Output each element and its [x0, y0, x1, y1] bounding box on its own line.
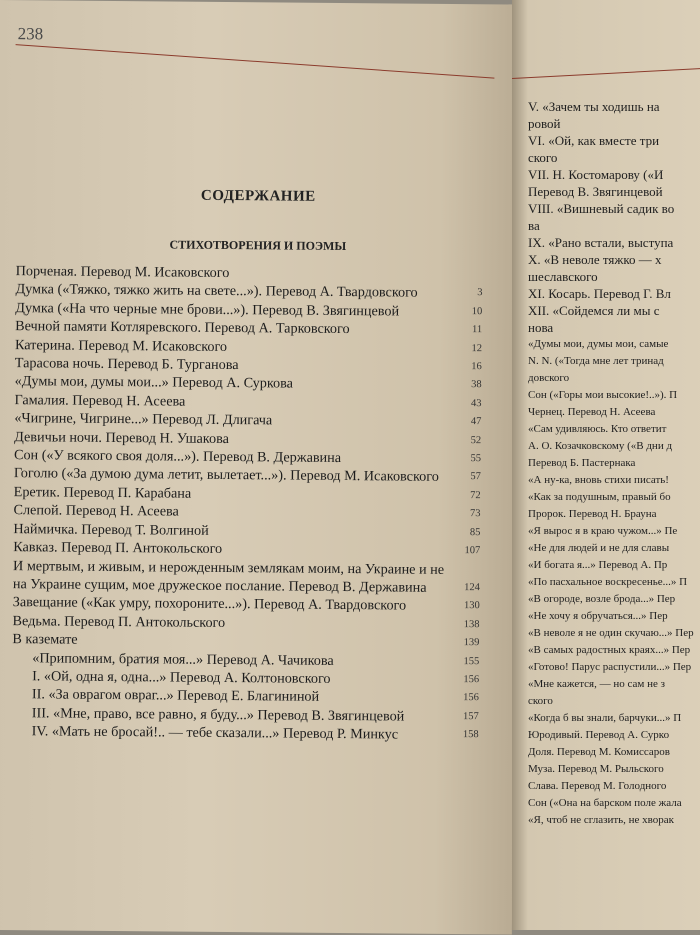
right-toc-line: N. N. («Тогда мне лет тринад — [528, 355, 664, 367]
right-toc-line: ровой — [528, 116, 561, 131]
right-toc-line: А. О. Козачковскому («В дни д — [528, 440, 673, 452]
toc-entry-page: 12 — [471, 342, 483, 354]
right-toc-line: XI. Косарь. Перевод Г. Вл — [528, 286, 671, 301]
right-toc-line: VI. «Ой, как вместе три — [528, 133, 660, 148]
right-header-rule — [512, 68, 700, 79]
right-toc-line: «Думы мои, думы мои, самые — [528, 338, 669, 350]
right-toc-line: довского — [528, 372, 570, 384]
right-toc-line: «Я вырос я в краю чужом...» Пе — [528, 525, 678, 537]
right-toc-line: нова — [528, 320, 554, 335]
toc-entry-page: 155 — [463, 655, 480, 667]
right-toc-line: ского — [528, 150, 558, 165]
toc-entry-title: Кавказ. Перевод П. Антокольского — [13, 539, 223, 558]
right-toc-line: «Мне кажется, — но сам не з — [528, 678, 665, 690]
right-toc-line: «Не для людей и не для славы — [528, 542, 670, 554]
right-toc-line: Доля. Перевод М. Комиссаров — [528, 746, 670, 758]
toc-entry-title: Девичьи ночи. Перевод Н. Ушакова — [14, 428, 230, 447]
toc-entry-page: 57 — [470, 471, 481, 483]
right-toc-line: Перевод Б. Пастернака — [528, 457, 636, 469]
toc-entry-title: «Думы мои, думы мои...» Перевод А. Суркова — [14, 373, 294, 393]
toc-entry-page: 158 — [462, 729, 479, 741]
toc-entry-page: 47 — [470, 416, 482, 428]
right-toc-line: ского — [528, 695, 553, 707]
right-toc-line: Перевод В. Звягинцевой — [528, 184, 663, 199]
toc-entry-title: Завещание («Как умру, похороните...»). Перевод А. Твардовского — [12, 594, 407, 614]
toc-entry-title: Ведьма. Перевод П. Антокольского — [12, 612, 226, 631]
toc-entry-page: 11 — [471, 324, 483, 336]
toc-entry-page: 10 — [471, 305, 483, 318]
toc-entry-title: Тарасова ночь. Перевод Б. Турганова — [14, 355, 239, 374]
toc-entry-page: 138 — [463, 618, 480, 630]
right-toc-line: IX. «Рано встали, выступа — [528, 235, 674, 250]
right-toc-line: «По пасхальное воскресенье...» П — [528, 576, 688, 588]
right-toc-line: XII. «Сойдемся ли мы с — [528, 303, 660, 318]
toc-entry-page: 157 — [462, 710, 479, 722]
right-toc-line: «И богата я...» Перевод А. Пр — [528, 559, 668, 571]
toc-entry-title: Гамалия. Перевод Н. Асеева — [14, 391, 186, 410]
right-toc-line: VII. Н. Костомарову («И — [528, 167, 664, 182]
right-toc-list — [528, 98, 700, 829]
right-toc-line: «Готово! Парус распустили...» Пер — [528, 661, 692, 673]
right-toc-line: «Как за подушным, правый бо — [528, 491, 671, 503]
toc-subtitle: СТИХОТВОРЕНИЯ И ПОЭМЫ — [169, 237, 347, 254]
toc-entry-title: Гоголю («За думою дума летит, вылетает...»). Перевод М. Исаковского — [13, 465, 439, 486]
toc-entry-title: II. «За оврагом овраг...» Перевод Е. Благининой — [31, 686, 320, 706]
toc-title: СОДЕРЖАНИЕ — [200, 187, 316, 205]
toc-entry — [12, 722, 477, 744]
right-toc-line: «Когда б вы знали, барчуки...» П — [528, 712, 682, 724]
toc-entry-page: 73 — [469, 508, 481, 520]
toc-entry-page: 130 — [463, 600, 480, 612]
toc-entry-title: Думка («Тяжко, тяжко жить на свете...»). Перевод А. Твардовского — [15, 281, 418, 302]
toc-entry-page: 43 — [470, 397, 482, 410]
toc-entry-title: III. «Мне, право, все равно, я буду...» Перевод В. Звягинцевой — [31, 705, 405, 725]
toc-entry-page: 52 — [470, 434, 482, 446]
right-toc-line: шеславского — [528, 269, 598, 284]
right-toc-line: Пророк. Перевод Н. Брауна — [528, 508, 657, 520]
toc-entry-title: Катерина. Перевод М. Исаковского — [14, 336, 228, 355]
right-toc-line: Сон («Горы мои высокие!..»). П — [528, 389, 678, 401]
toc-entry-title: Сон («У всякого своя доля...»). Перевод В. Державина — [13, 447, 342, 467]
header-rule — [16, 44, 495, 78]
right-toc-line: «Сам удивляюсь. Кто ответит — [528, 423, 667, 435]
right-toc-line: «А ну-ка, вновь стихи писать! — [528, 474, 669, 486]
right-toc-line: ва — [528, 218, 540, 233]
right-toc-line: V. «Зачем ты ходишь на — [528, 99, 660, 114]
right-toc-line: «Я, чтоб не сглазить, не хворак — [528, 814, 675, 826]
right-toc-line: Чернец. Перевод Н. Асеева — [528, 406, 656, 418]
page-number: 238 — [17, 24, 44, 44]
right-toc-line: Юродивый. Перевод А. Сурко — [528, 729, 670, 741]
right-toc-line: Муза. Перевод М. Рыльского — [528, 763, 664, 775]
toc-entry-title: Еретик. Перевод П. Карабана — [13, 484, 192, 502]
right-toc-line: «В огороде, возле брода...» Пер — [528, 593, 676, 605]
toc-entry-page: 3 — [477, 287, 483, 299]
toc-list — [12, 262, 481, 745]
toc-entry-title: Порченая. Перевод М. Исаковского — [15, 263, 230, 282]
toc-entry-page: 107 — [464, 545, 481, 557]
toc-entry-page: 85 — [469, 526, 481, 538]
toc-entry-title: Вечной памяти Котляревского. Перевод А. Тарковского — [15, 318, 350, 338]
right-toc-line: Слава. Перевод М. Голодного — [528, 780, 667, 792]
toc-entry-page: 38 — [471, 379, 482, 391]
right-toc-line: VIII. «Вишневый садик во — [528, 201, 675, 216]
toc-entry-title: Наймичка. Перевод Т. Волгиной — [13, 520, 209, 539]
toc-entry-page: 55 — [470, 453, 482, 465]
toc-entry-title: «Припомним, братия моя...» Перевод А. Чачикова — [32, 649, 334, 669]
toc-entry — [13, 557, 478, 598]
toc-entry-title: I. «Ой, одна я, одна...» Перевод А. Колтоновского — [32, 668, 331, 687]
right-page — [512, 0, 700, 930]
toc-entry-page: 156 — [463, 692, 479, 704]
right-toc-line: «В самых радостных краях...» Пер — [528, 644, 691, 656]
toc-entry-title: И мертвым, и живым, и нерожденным землякам моим, на Украине и не на Украине сущим, мое дружеское послание. Перевод В. Державина — [12, 557, 445, 596]
right-toc-line: X. «В неволе тяжко — х — [528, 252, 662, 267]
toc-entry-page: 16 — [471, 361, 482, 373]
toc-entry-page: 139 — [463, 637, 480, 649]
toc-entry-page: 156 — [463, 674, 480, 686]
toc-entry-title: Думка («На что черные мне брови...»). Перевод В. Звягинцевой — [15, 299, 400, 320]
right-toc-line: «Не хочу я обручаться...» Пер — [528, 610, 668, 622]
toc-entry-title: IV. «Мать не бросай!.. — тебе сказали...» Перевод Р. Минкус — [31, 723, 399, 743]
toc-entry-page: 124 — [464, 581, 480, 594]
right-toc-line: Сон («Она на барском поле жала — [528, 797, 682, 809]
toc-entry-title: Слепой. Перевод Н. Асеева — [13, 502, 179, 520]
toc-entry-page: 72 — [470, 489, 481, 502]
toc-entry-title: «Чигрине, Чигрине...» Перевод Л. Длигача — [14, 410, 273, 429]
right-toc-line: «В неволе я не один скучаю...» Пер — [528, 627, 694, 639]
toc-entry-title: В каземате — [12, 631, 78, 648]
